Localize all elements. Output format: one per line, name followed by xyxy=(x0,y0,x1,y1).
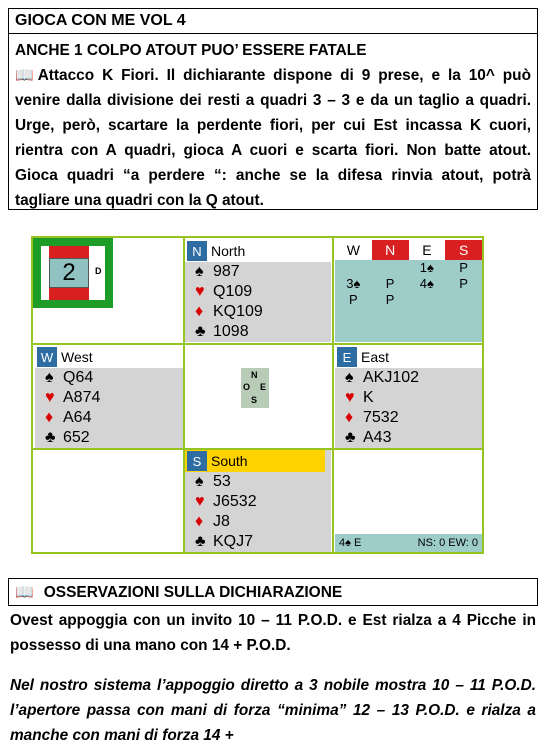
seat-name-south: South xyxy=(211,453,248,469)
compass-e: E xyxy=(260,382,267,392)
west-spades-cards: Q64 xyxy=(63,369,94,386)
grid-line xyxy=(183,238,185,552)
seat-name-west: West xyxy=(61,349,93,365)
hand-east-header xyxy=(335,346,482,368)
hand-east xyxy=(335,346,482,448)
south-clubs-cards: KQJ7 xyxy=(213,533,254,550)
diamond-icon: ♦ xyxy=(45,409,54,426)
east-clubs-cards: A43 xyxy=(363,429,392,446)
spade-icon: ♠ xyxy=(195,263,204,280)
east-diamonds xyxy=(335,408,482,428)
observations-title-bar xyxy=(8,578,538,606)
vul-bar-top xyxy=(49,246,89,258)
north-diamonds xyxy=(185,302,331,322)
club-icon: ♣ xyxy=(195,533,206,550)
bid-cell: 3♠ xyxy=(346,276,361,291)
heart-icon: ♥ xyxy=(195,493,205,510)
book-icon: 📖 xyxy=(15,584,34,601)
seat-name-north: North xyxy=(211,243,246,259)
club-icon: ♣ xyxy=(345,429,356,446)
heart-icon: ♥ xyxy=(195,283,205,300)
west-hearts-cards: A874 xyxy=(63,389,101,406)
grid-line xyxy=(332,238,334,552)
intro-section xyxy=(8,34,538,210)
club-icon: ♣ xyxy=(45,429,56,446)
board-number: 2 xyxy=(49,258,89,288)
bid-head-south: S xyxy=(445,240,482,260)
dealer-vulnerability-box xyxy=(33,238,113,308)
book-icon: 📖 xyxy=(15,67,34,84)
bid-cell xyxy=(335,260,372,276)
hand-north-header xyxy=(185,240,331,262)
north-clubs-cards: 1098 xyxy=(213,323,249,340)
intro-text: Attacco K Fiori. Il dichiarante dispone di 9 prese, e la 10^ può venire dalla divisione dei resti a quadri 3 – 3 e da un taglio a quadri. Urge, però, scartare la perdente fiori, per cui Est incassa K cuori, rientra con A quadri, gioca A cuori e scarta fiori. Non batte atout. Gioca quadri “a perdere “: anche se la difesa rinvia atout, potrà tagliare una quadri con la Q atout. xyxy=(15,67,531,209)
intro-paragraph xyxy=(15,63,531,213)
east-hearts xyxy=(335,388,482,408)
east-diamonds-cards: 7532 xyxy=(363,409,399,426)
club-icon: ♣ xyxy=(195,323,206,340)
north-diamonds-cards: KQ109 xyxy=(213,303,263,320)
score: NS: 0 EW: 0 xyxy=(417,537,478,549)
contract-score-bar xyxy=(335,534,482,552)
contract: 4♠ E xyxy=(339,537,362,549)
diamond-icon: ♦ xyxy=(195,513,204,530)
grid-line xyxy=(33,343,482,345)
bid-row xyxy=(335,276,482,292)
bidding-box xyxy=(335,240,482,342)
south-diamonds xyxy=(185,512,331,532)
bid-row xyxy=(335,292,482,308)
compass-icon xyxy=(241,368,269,408)
observations-italic-text: Nel nostro sistema l’appoggio diretto a 3 nobile mostra 10 – 11 P.O.D. l’apertore passa con mani di forza “minima” 12 – 13 P.O.D. e rialza a manche con mani di forza 14 + xyxy=(10,677,536,744)
north-hearts xyxy=(185,282,331,302)
bid-cell: P xyxy=(459,276,468,291)
south-hearts-cards: J6532 xyxy=(213,493,257,510)
diamond-icon: ♦ xyxy=(345,409,354,426)
west-clubs-cards: 652 xyxy=(63,429,90,446)
heart-icon: ♥ xyxy=(45,389,55,406)
hand-south xyxy=(185,450,331,552)
bidding-header xyxy=(335,240,482,260)
bid-cell: 4♠ xyxy=(419,276,434,291)
south-spades-cards: 53 xyxy=(213,473,231,490)
compass-o: O xyxy=(243,382,251,392)
bid-cell xyxy=(409,292,446,308)
intro-subtitle: ANCHE 1 COLPO ATOUT PUO’ ESSERE FATALE xyxy=(15,42,367,59)
south-clubs xyxy=(185,532,331,552)
seat-name-east: East xyxy=(361,349,390,365)
seat-badge-west: W xyxy=(37,347,57,367)
bid-cell xyxy=(372,260,409,276)
east-hearts-cards: K xyxy=(363,389,374,406)
bid-cell: P xyxy=(459,260,468,275)
hand-west-header xyxy=(35,346,183,368)
page-title: GIOCA CON ME VOL 4 xyxy=(8,8,538,34)
bid-cell: P xyxy=(385,276,395,291)
bridge-board xyxy=(31,236,484,554)
vul-bar-bottom xyxy=(49,288,89,300)
dealer-inner xyxy=(41,246,105,300)
east-spades-cards: AKJ102 xyxy=(363,369,420,386)
bid-row xyxy=(335,260,482,276)
hand-south-header xyxy=(185,450,325,472)
west-clubs xyxy=(35,428,183,448)
bid-cell: 1♠ xyxy=(419,260,434,275)
east-spades xyxy=(335,368,482,388)
compass-n: N xyxy=(251,370,258,380)
table-center xyxy=(185,346,331,448)
vul-mark: D xyxy=(95,266,102,276)
spade-icon: ♠ xyxy=(45,369,54,386)
east-clubs xyxy=(335,428,482,448)
west-spades xyxy=(35,368,183,388)
south-diamonds-cards: J8 xyxy=(213,513,230,530)
grid-line xyxy=(33,448,482,450)
seat-badge-south: S xyxy=(187,451,207,471)
spade-icon: ♠ xyxy=(345,369,354,386)
compass-s: S xyxy=(251,395,258,405)
north-clubs xyxy=(185,322,331,342)
south-spades xyxy=(185,472,331,492)
observations-title: OSSERVAZIONI SULLA DICHIARAZIONE xyxy=(43,584,343,601)
bid-head-west: W xyxy=(335,240,372,260)
hand-west xyxy=(35,346,183,448)
hand-north xyxy=(185,240,331,342)
west-hearts xyxy=(35,388,183,408)
west-diamonds xyxy=(35,408,183,428)
north-hearts-cards: Q109 xyxy=(213,283,253,300)
board-info-cell xyxy=(33,238,184,344)
seat-badge-north: N xyxy=(187,241,207,261)
bid-head-east: E xyxy=(409,240,446,260)
bid-head-north: N xyxy=(372,240,409,260)
seat-badge-east: E xyxy=(337,347,357,367)
spade-icon: ♠ xyxy=(195,473,204,490)
observations-text: Ovest appoggia con un invito 10 – 11 P.O.D. e Est rialza a 4 Picche in possesso di una mano con 14 + P.O.D. xyxy=(10,612,536,654)
south-hearts xyxy=(185,492,331,512)
bid-cell: P xyxy=(349,292,358,307)
heart-icon: ♥ xyxy=(345,389,355,406)
diamond-icon: ♦ xyxy=(195,303,204,320)
north-spades-cards: 987 xyxy=(213,263,240,280)
bid-cell xyxy=(445,292,482,308)
bid-cell: P xyxy=(385,292,395,307)
west-diamonds-cards: A64 xyxy=(63,409,92,426)
north-spades xyxy=(185,262,331,282)
